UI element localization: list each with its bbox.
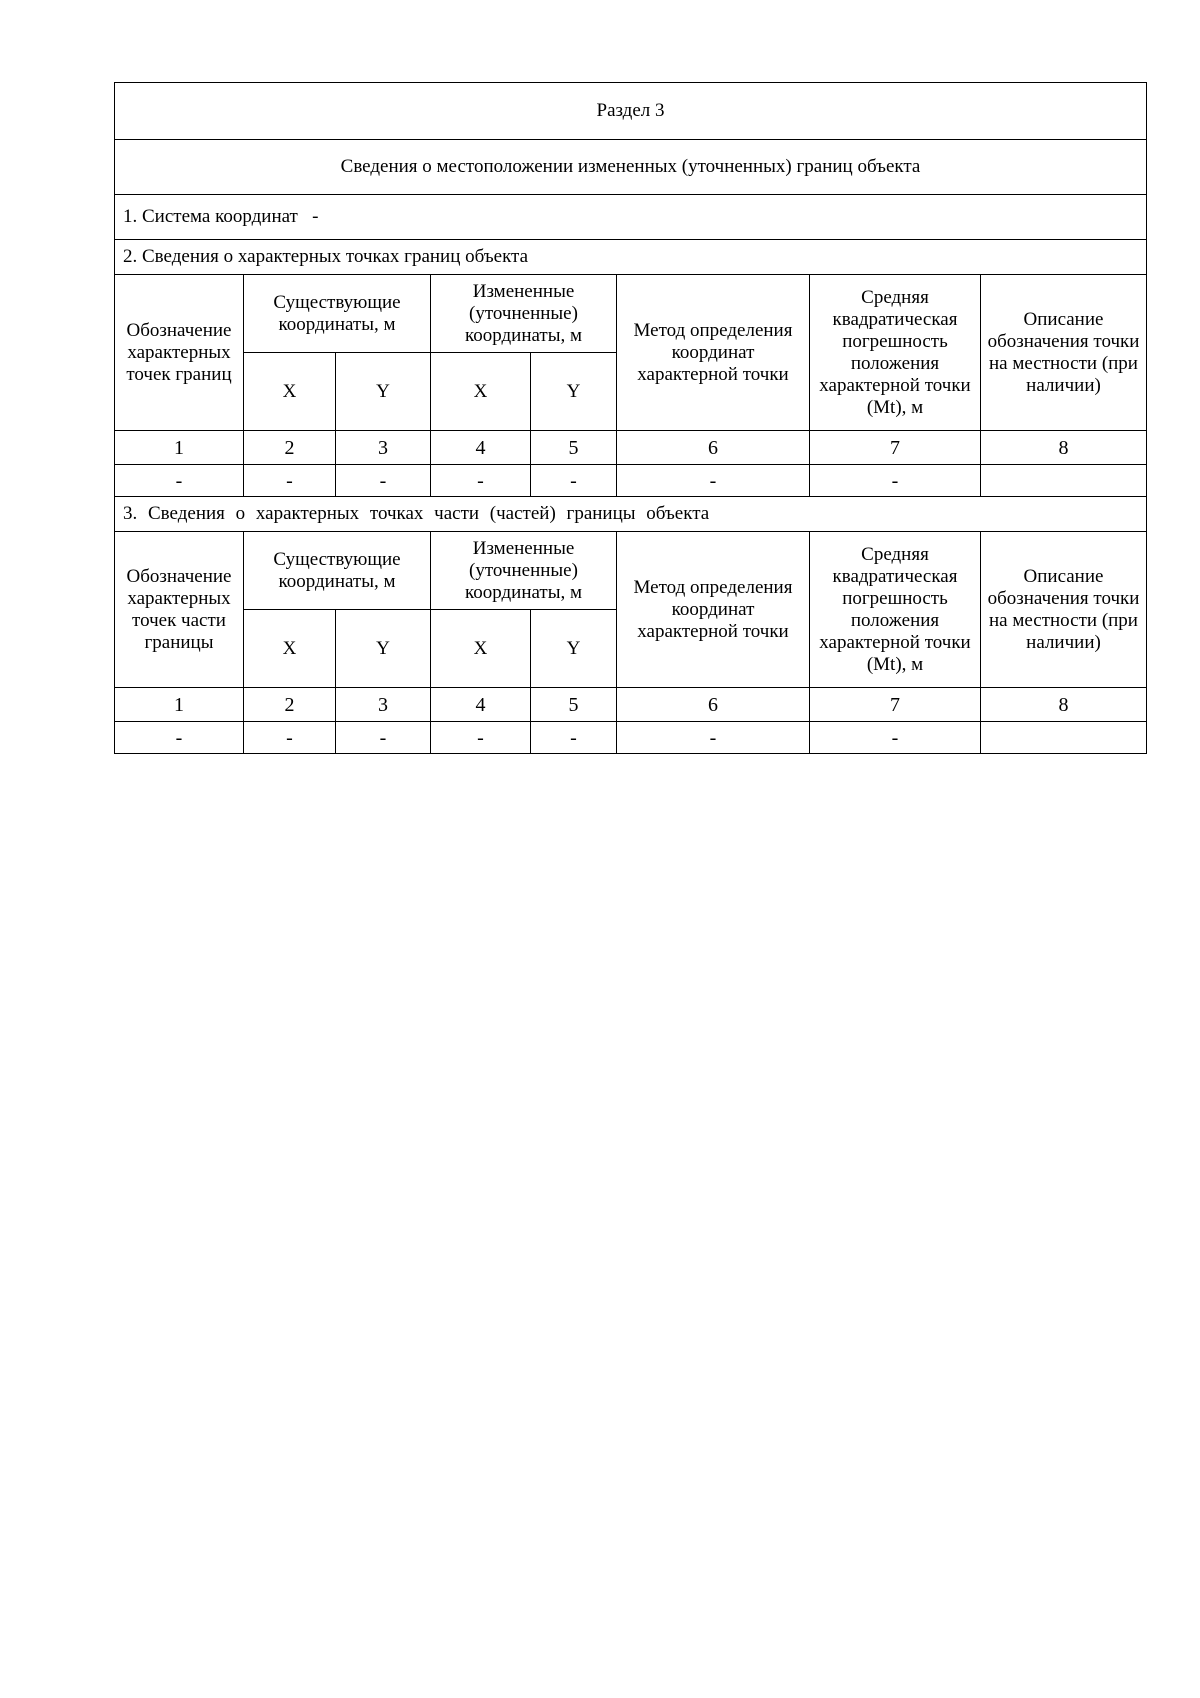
column-number: 8 bbox=[981, 688, 1147, 722]
table-cell: - bbox=[244, 465, 336, 497]
column-number: 5 bbox=[531, 688, 617, 722]
table-cell: - bbox=[115, 465, 244, 497]
part2-heading: 2. Сведения о характерных точках границ объекта bbox=[115, 240, 1147, 275]
part2-col-error: Средняя квадратическая погрешность положения характерной точки (Mt), м bbox=[810, 275, 981, 431]
part3-existing-y: Y bbox=[336, 610, 431, 688]
column-number: 6 bbox=[617, 431, 810, 465]
part3-col-changed: Измененные (уточненные) координаты, м bbox=[431, 532, 617, 610]
part3-changed-x: X bbox=[431, 610, 531, 688]
column-number: 7 bbox=[810, 431, 981, 465]
part3-heading: 3. Сведения о характерных точках части (частей) границы объекта bbox=[115, 497, 1147, 532]
table-cell: - bbox=[336, 722, 431, 754]
table-cell: - bbox=[115, 722, 244, 754]
section-3-table bbox=[114, 82, 1147, 754]
part2-col-existing: Существующие координаты, м bbox=[244, 275, 431, 353]
part3-changed-y: Y bbox=[531, 610, 617, 688]
table-cell bbox=[981, 722, 1147, 754]
part2-col-description: Описание обозначения точки на местности (при наличии) bbox=[981, 275, 1147, 431]
column-number: 4 bbox=[431, 431, 531, 465]
part3-col-error: Средняя квадратическая погрешность положения характерной точки (Mt), м bbox=[810, 532, 981, 688]
column-number: 1 bbox=[115, 688, 244, 722]
part2-changed-y: Y bbox=[531, 353, 617, 431]
part3-col-method: Метод определения координат характерной точки bbox=[617, 532, 810, 688]
table-cell: - bbox=[810, 722, 981, 754]
column-number: 2 bbox=[244, 688, 336, 722]
part3-col-description: Описание обозначения точки на местности (при наличии) bbox=[981, 532, 1147, 688]
table-cell: - bbox=[244, 722, 336, 754]
part2-data-row bbox=[115, 465, 1147, 497]
column-number: 4 bbox=[431, 688, 531, 722]
column-number: 1 bbox=[115, 431, 244, 465]
column-number: 3 bbox=[336, 431, 431, 465]
coord-system-row bbox=[115, 195, 1147, 240]
part3-existing-x: X bbox=[244, 610, 336, 688]
part3-col-existing: Существующие координаты, м bbox=[244, 532, 431, 610]
table-cell: - bbox=[431, 722, 531, 754]
part2-col-method: Метод определения координат характерной точки bbox=[617, 275, 810, 431]
column-number: 2 bbox=[244, 431, 336, 465]
column-number: 3 bbox=[336, 688, 431, 722]
part2-existing-x: X bbox=[244, 353, 336, 431]
part3-data-row bbox=[115, 722, 1147, 754]
column-number: 8 bbox=[981, 431, 1147, 465]
table-cell: - bbox=[431, 465, 531, 497]
part2-col-designation: Обозначение характерных точек границ bbox=[115, 275, 244, 431]
part3-col-designation: Обозначение характерных точек части границы bbox=[115, 532, 244, 688]
column-number: 6 bbox=[617, 688, 810, 722]
part2-column-numbers bbox=[115, 431, 1147, 465]
coord-system-value: - bbox=[312, 206, 319, 227]
table-cell: - bbox=[810, 465, 981, 497]
part3-column-numbers bbox=[115, 688, 1147, 722]
table-cell bbox=[981, 465, 1147, 497]
part2-existing-y: Y bbox=[336, 353, 431, 431]
table-cell: - bbox=[531, 465, 617, 497]
part2-col-changed: Измененные (уточненные) координаты, м bbox=[431, 275, 617, 353]
coord-system-label: 1. Система координат bbox=[123, 206, 298, 227]
table-cell: - bbox=[336, 465, 431, 497]
section-subtitle: Сведения о местоположении измененных (уточненных) границ объекта bbox=[115, 140, 1147, 195]
table-cell: - bbox=[531, 722, 617, 754]
part2-changed-x: X bbox=[431, 353, 531, 431]
table-cell: - bbox=[617, 465, 810, 497]
table-cell: - bbox=[617, 722, 810, 754]
column-number: 7 bbox=[810, 688, 981, 722]
section-title: Раздел 3 bbox=[115, 83, 1147, 140]
column-number: 5 bbox=[531, 431, 617, 465]
